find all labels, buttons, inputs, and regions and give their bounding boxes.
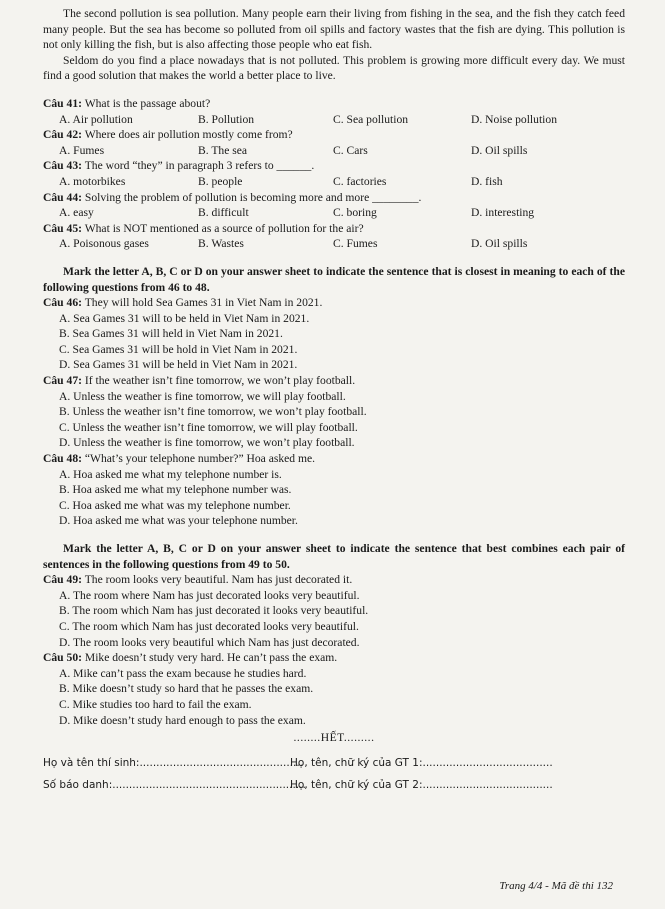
option-c: C. Sea Games 31 will be hold in Viet Nam in 2021. xyxy=(59,342,298,356)
proctor-1-field: Họ, tên, chữ ký của GT 1:....................................... xyxy=(290,756,553,769)
option-a: A. motorbikes xyxy=(59,174,126,188)
question-text: Mike doesn’t study very hard. He can’t pass the exam. xyxy=(84,651,338,665)
question-44 xyxy=(43,190,625,221)
question-41 xyxy=(43,96,625,127)
question-text: If the weather isn’t fine tomorrow, we won’t play football. xyxy=(84,374,356,388)
option-b: B. Unless the weather isn’t fine tomorrow, we won’t play football. xyxy=(59,405,367,419)
option-a: A. Unless the weather is fine tomorrow, we will play football. xyxy=(59,389,346,403)
question-number: Câu 46: xyxy=(43,296,82,310)
passage-paragraph-1: The second pollution is sea pollution. Many people earn their living from fishing in the sea, and the fish they catch feed many people. But the sea has become so polluted from oil spills and factory wastes that the fish are dying. This pollution is not only killing the fish, but is also affecting those people who eat fish. xyxy=(43,7,625,52)
signature-row-1 xyxy=(43,756,625,778)
option-c: C. Cars xyxy=(333,143,368,157)
question-number: Câu 47: xyxy=(43,374,82,388)
option-b: B. The room which Nam has just decorated it looks very beautiful. xyxy=(59,604,369,618)
option-a: A. Air pollution xyxy=(59,112,133,126)
option-b: B. Wastes xyxy=(198,237,244,251)
page-footer: Trang 4/4 - Mã đề thi 132 xyxy=(499,880,613,892)
option-c: C. Unless the weather isn’t fine tomorrow, we will play football. xyxy=(59,420,358,434)
question-number: Câu 43: xyxy=(43,159,82,173)
option-d: D. Noise pollution xyxy=(471,112,557,126)
option-b: B. Pollution xyxy=(198,112,255,126)
question-number: Câu 48: xyxy=(43,452,82,466)
option-a: A. Mike can’t pass the exam because he studies hard. xyxy=(59,666,307,680)
option-d: D. interesting xyxy=(471,206,535,220)
option-b: B. difficult xyxy=(198,206,249,220)
student-name-field: Họ và tên thí sinh:................................................. xyxy=(43,756,304,769)
option-a: A. easy xyxy=(59,206,94,220)
option-b: B. The sea xyxy=(198,143,248,157)
option-c: C. Mike studies too hard to fail the exam. xyxy=(59,697,252,711)
section-instruction-46-48: Mark the letter A, B, C or D on your answer sheet to indicate the sentence that is closest in meaning to each of the following questions from 46 to 48. xyxy=(43,264,625,294)
option-c: C. Fumes xyxy=(333,237,378,251)
option-c: C. factories xyxy=(333,174,387,188)
option-d: D. Mike doesn’t study hard enough to pass the exam. xyxy=(59,713,306,727)
question-46 xyxy=(43,295,625,373)
option-a: A. Hoa asked me what my telephone number is. xyxy=(59,467,282,481)
signature-row-2 xyxy=(43,778,625,800)
option-d: D. Oil spills xyxy=(471,237,528,251)
option-c: C. The room which Nam has just decorated looks very beautiful. xyxy=(59,619,359,633)
question-number: Câu 42: xyxy=(43,128,82,142)
question-number: Câu 45: xyxy=(43,221,82,235)
option-b: B. people xyxy=(198,174,243,188)
candidate-number-field: Số báo danh:.......................................................... xyxy=(43,778,306,791)
question-number: Câu 41: xyxy=(43,96,82,110)
question-50 xyxy=(43,650,625,728)
option-d: D. fish xyxy=(471,174,503,188)
question-text: They will hold Sea Games 31 in Viet Nam in 2021. xyxy=(84,296,323,310)
section-instruction-49-50: Mark the letter A, B, C or D on your answer sheet to indicate the sentence that best combines each pair of sentences in the following questions from 49 to 50. xyxy=(43,542,625,571)
question-text: The room looks very beautiful. Nam has just decorated it. xyxy=(84,573,353,587)
question-number: Câu 50: xyxy=(43,651,82,665)
question-42 xyxy=(43,127,625,158)
question-49 xyxy=(43,572,625,650)
option-a: A. Poisonous gases xyxy=(59,237,149,251)
option-b: B. Mike doesn’t study so hard that he passes the exam. xyxy=(59,682,314,696)
option-d: D. The room looks very beautiful which Nam has just decorated. xyxy=(59,635,360,649)
question-text: “What’s your telephone number?” Hoa asked me. xyxy=(84,452,316,466)
option-c: C. Hoa asked me what was my telephone number. xyxy=(59,498,291,512)
question-48 xyxy=(43,451,625,529)
question-43 xyxy=(43,158,625,189)
option-a: A. Sea Games 31 will to be held in Viet Nam in 2021. xyxy=(59,311,310,325)
option-a: A. Fumes xyxy=(59,143,105,157)
question-text: What is the passage about? xyxy=(84,96,211,110)
question-number: Câu 49: xyxy=(43,573,82,587)
question-47 xyxy=(43,373,625,451)
option-b: B. Hoa asked me what my telephone number was. xyxy=(59,483,292,497)
question-text: The word “they” in paragraph 3 refers to ______. xyxy=(84,159,315,173)
option-b: B. Sea Games 31 will held in Viet Nam in 2021. xyxy=(59,327,283,341)
question-text: What is NOT mentioned as a source of pollution for the air? xyxy=(84,221,364,235)
question-text: Solving the problem of pollution is becoming more and more ________. xyxy=(84,190,422,204)
proctor-2-field: Họ, tên, chữ ký của GT 2:....................................... xyxy=(290,778,553,791)
option-a: A. The room where Nam has just decorated looks very beautiful. xyxy=(59,588,360,602)
question-number: Câu 44: xyxy=(43,190,82,204)
passage-paragraph-2: Seldom do you find a place nowadays that is not polluted. This problem is growing more difficult every day. We must find a good solution that makes the world a better place to live. xyxy=(43,53,625,83)
question-text: Where does air pollution mostly come from? xyxy=(84,128,293,142)
option-c: C. boring xyxy=(333,206,377,220)
option-d: D. Unless the weather is fine tomorrow, we won’t play football. xyxy=(59,436,355,450)
option-c: C. Sea pollution xyxy=(333,112,409,126)
option-d: D. Sea Games 31 will be held in Viet Nam in 2021. xyxy=(59,358,298,372)
question-45 xyxy=(43,221,625,252)
option-d: D. Oil spills xyxy=(471,143,528,157)
option-d: D. Hoa asked me what was your telephone number. xyxy=(59,514,298,528)
end-mark: ........HẾT......... xyxy=(293,731,375,745)
